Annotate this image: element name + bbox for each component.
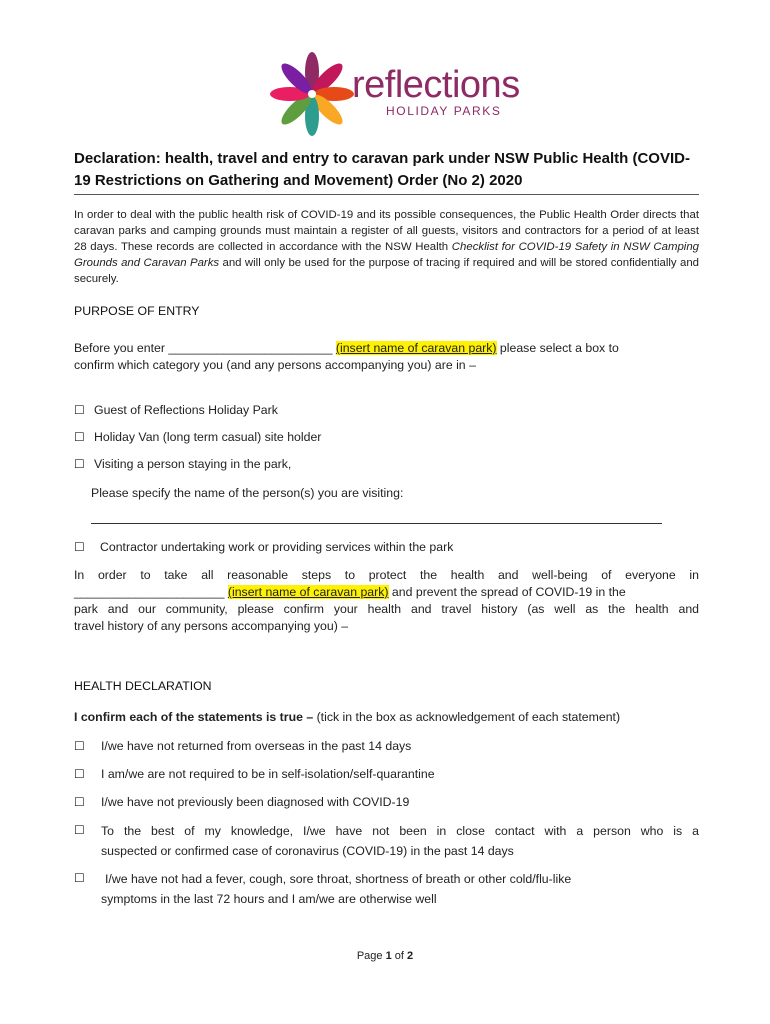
logo-wordmark: reflections (352, 64, 520, 106)
protect-line-3: park and our community, please confirm your health and travel history (as well as the health and (74, 602, 699, 616)
page-number (0, 950, 770, 962)
purpose-heading: PURPOSE OF ENTRY (74, 304, 200, 318)
protect-line-4: travel history of any persons accompanying you) – (74, 619, 349, 633)
symptoms-checkbox[interactable]: ☐ (74, 871, 85, 885)
option-guest (74, 403, 278, 417)
guest-checkbox[interactable]: ☐ (74, 403, 85, 417)
page-total: 2 (407, 950, 414, 962)
visiting-name-field[interactable] (91, 523, 662, 524)
statement-close-contact-line-2: suspected or confirmed case of coronavirus (COVID-19) in the past 14 days (101, 844, 514, 858)
page-of-word: of (391, 950, 408, 962)
protect-blank: ______________________ (74, 585, 228, 599)
statement-symptoms-line-2: symptoms in the last 72 hours and I am/we are otherwise well (101, 892, 437, 906)
park-name-placeholder[interactable]: (insert name of caravan park) (335, 341, 497, 355)
statement-diagnosed-label: I/we have not previously been diagnosed with COVID-19 (101, 795, 410, 809)
protect-line-1: In order to take all reasonable steps to protect the health and well-being of everyone in (74, 568, 699, 582)
option-contractor-label: Contractor undertaking work or providing services within the park (100, 540, 454, 554)
purpose-line-2: confirm which category you (and any persons accompanying you) are in – (74, 358, 476, 372)
purpose-after-text: please select a box to (496, 341, 619, 355)
intro-checklist-title: Checklist for COVID-19 Safety in NSW Camping Grounds and Caravan Parks (74, 241, 699, 269)
protect-line-2 (74, 584, 699, 601)
contractor-checkbox[interactable]: ☐ (74, 540, 85, 554)
diagnosed-checkbox[interactable]: ☐ (74, 795, 85, 809)
health-confirm-line (74, 709, 620, 726)
statement-symptoms (74, 871, 101, 885)
holiday-van-checkbox[interactable]: ☐ (74, 430, 85, 444)
health-confirm-bold: I confirm each of the statements is true – (74, 710, 314, 724)
purpose-line-1 (74, 340, 699, 357)
statement-isolation (74, 767, 435, 781)
reflections-logo (268, 50, 520, 138)
intro-text-1: In order to deal with the public health risk of COVID-19 and its possible consequences, the Public Health Order directs that caravan parks and camping grounds must maintain a register of all guests, visitors and contractors for a period of at least 28 days. These records are collected in accordance with the NSW Health (74, 209, 699, 253)
statement-overseas (74, 739, 411, 753)
intro-text-2: and will only be used for the purpose of tracing if required and will be stored confidentially and securely. (74, 257, 699, 285)
intro-paragraph (74, 207, 699, 287)
option-holiday-van-label: Holiday Van (long term casual) site holder (94, 430, 322, 444)
logo-tagline: HOLIDAY PARKS (386, 104, 502, 118)
visiting-prompt: Please specify the name of the person(s) you are visiting: (91, 486, 404, 500)
statement-symptoms-line-1: I/we have not had a fever, cough, sore throat, shortness of breath or other cold/flu-like (105, 872, 572, 886)
option-contractor (74, 540, 453, 554)
flower-logo-icon (268, 50, 358, 138)
health-confirm-rest: (tick in the box as acknowledgement of each statement) (313, 710, 621, 724)
statement-overseas-label: I/we have not returned from overseas in the past 14 days (101, 739, 412, 753)
overseas-checkbox[interactable]: ☐ (74, 739, 85, 753)
park-name-placeholder-2[interactable]: (insert name of caravan park) (227, 585, 389, 599)
statement-close-contact-line-1: To the best of my knowledge, I/we have not been in close contact with a person who is a (101, 824, 699, 838)
statement-close-contact (74, 823, 101, 837)
statement-isolation-label: I am/we are not required to be in self-isolation/self-quarantine (101, 767, 435, 781)
title-divider (74, 194, 699, 195)
isolation-checkbox[interactable]: ☐ (74, 767, 85, 781)
option-visiting-label: Visiting a person staying in the park, (94, 457, 292, 471)
purpose-before-text: Before you enter ________________________ (74, 341, 336, 355)
protect-line-2-text: and prevent the spread of COVID-19 in the (388, 585, 626, 599)
visiting-checkbox[interactable]: ☐ (74, 457, 85, 471)
option-holiday-van (74, 430, 321, 444)
page-word: Page (356, 950, 386, 962)
health-heading: HEALTH DECLARATION (74, 679, 212, 693)
document-title: Declaration: health, travel and entry to caravan park under NSW Public Health (COVID-19 Restrictions on Gathering and Movement) Order (No 2) 2020 (74, 150, 690, 189)
option-visiting (74, 457, 291, 471)
statement-diagnosed (74, 795, 409, 809)
close-contact-checkbox[interactable]: ☐ (74, 823, 85, 837)
page-current: 1 (385, 950, 392, 962)
option-guest-label: Guest of Reflections Holiday Park (94, 403, 278, 417)
